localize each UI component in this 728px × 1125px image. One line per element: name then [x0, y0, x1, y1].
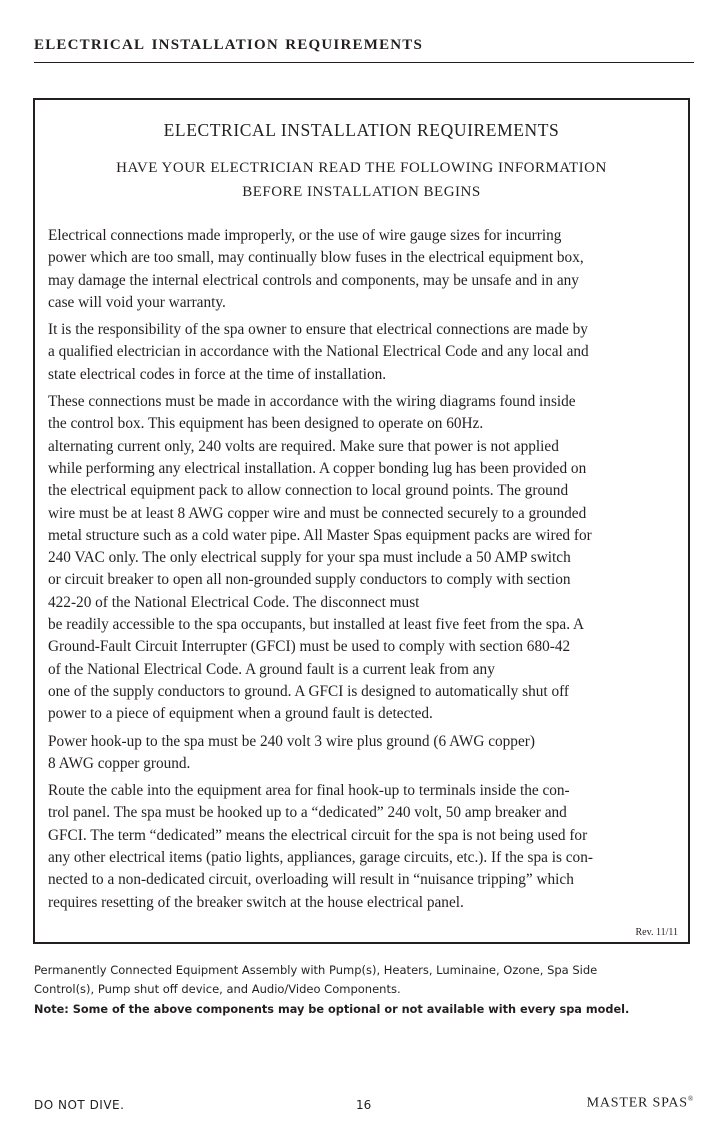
brand-logo: [587, 1095, 694, 1112]
page-title: electrical installation requirements: [34, 30, 424, 54]
body-paragraph: [48, 319, 679, 386]
body-line: These connections must be made in accordance with the wiring diagrams found inside: [48, 393, 576, 411]
body-line: a qualified electrician in accordance with the National Electrical Code and any local and: [48, 343, 589, 361]
body-line: 240 VAC only. The only electrical supply for your spa must include a 50 AMP switch: [48, 549, 571, 567]
requirements-notice-box: [33, 98, 690, 944]
body-line: one of the supply conductors to ground. A GFCI is designed to automatically shut off: [48, 682, 570, 700]
body-line: trol panel. The spa must be hooked up to a “dedicated” 240 volt, 50 amp breaker and: [48, 804, 567, 822]
body-line: alternating current only, 240 volts are required. Make sure that power is not applied: [48, 437, 559, 455]
body-line: Power hook-up to the spa must be 240 volt 3 wire plus ground (6 AWG copper): [48, 732, 535, 750]
body-line: metal structure such as a cold water pipe. All Master Spas equipment packs are wired for: [48, 526, 592, 544]
body-line: any other electrical items (patio lights, appliances, garage circuits, etc.). If the spa is con-: [48, 849, 593, 867]
body-line: the electrical equipment pack to allow connection to local ground points. The ground: [48, 482, 569, 500]
body-line: or circuit breaker to open all non-grounded supply conductors to comply with section: [48, 571, 571, 589]
body-paragraph: [48, 780, 679, 914]
body-line: may damage the internal electrical controls and components, may be unsafe and in any: [48, 271, 579, 289]
box-subtitle: [55, 156, 668, 204]
body-line: 422-20 of the National Electrical Code. The disconnect must: [48, 593, 420, 611]
box-subtitle-line: BEFORE INSTALLATION BEGINS: [242, 184, 481, 200]
registered-mark: ®: [687, 1095, 694, 1103]
body-line: wire must be at least 8 AWG copper wire and must be connected securely to a grounded: [48, 504, 587, 522]
body-line: be readily accessible to the spa occupants, but installed at least five feet from the spa. A: [48, 616, 585, 634]
box-body: [48, 225, 679, 919]
body-line: Route the cable into the equipment area for final hook-up to terminals inside the con-: [48, 782, 570, 800]
body-line: case will void your warranty.: [48, 293, 226, 311]
body-line: power which are too small, may continually blow fuses in the electrical equipment box,: [48, 249, 584, 267]
caption-line: Permanently Connected Equipment Assembly with Pump(s), Heaters, Luminaine, Ozone, Spa Side: [34, 963, 598, 977]
body-line: nected to a non-dedicated circuit, overloading will result in “nuisance tripping” which: [48, 871, 574, 889]
body-line: requires resetting of the breaker switch at the house electrical panel.: [48, 893, 464, 911]
box-title: ELECTRICAL INSTALLATION REQUIREMENTS: [163, 120, 560, 140]
body-line: 8 AWG copper ground.: [48, 754, 191, 772]
model-note: Note: Some of the above components may be optional or not available with every spa model.: [34, 1003, 630, 1016]
body-line: of the National Electrical Code. A ground fault is a current leak from any: [48, 660, 495, 678]
body-line: while performing any electrical installation. A copper bonding lug has been provided on: [48, 459, 587, 477]
body-line: the control box. This equipment has been designed to operate on 60Hz.: [48, 415, 484, 433]
body-line: GFCI. The term “dedicated” means the electrical circuit for the spa is not being used for: [48, 826, 588, 844]
box-subtitle-line: HAVE YOUR ELECTRICIAN READ THE FOLLOWING INFORMATION: [116, 160, 607, 176]
page-number: 16: [356, 1098, 372, 1112]
revision-label: Rev. 11/11: [635, 927, 678, 938]
body-line: power to a piece of equipment when a ground fault is detected.: [48, 705, 433, 723]
equipment-caption: [34, 961, 704, 999]
header-divider: [34, 62, 694, 63]
body-line: Electrical connections made improperly, or the use of wire gauge sizes for incurring: [48, 227, 562, 244]
body-paragraph: [48, 391, 679, 725]
body-paragraph: [48, 731, 679, 776]
footer-warning: DO NOT DIVE.: [34, 1098, 125, 1112]
caption-line: Control(s), Pump shut off device, and Audio/Video Components.: [34, 982, 401, 996]
body-line: Ground-Fault Circuit Interrupter (GFCI) must be used to comply with section 680-42: [48, 638, 571, 656]
brand-name: MASTER SPAS: [586, 1095, 688, 1111]
body-line: It is the responsibility of the spa owner to ensure that electrical connections are made by: [48, 321, 588, 339]
body-line: state electrical codes in force at the time of installation.: [48, 365, 387, 383]
body-paragraph: [48, 225, 679, 314]
